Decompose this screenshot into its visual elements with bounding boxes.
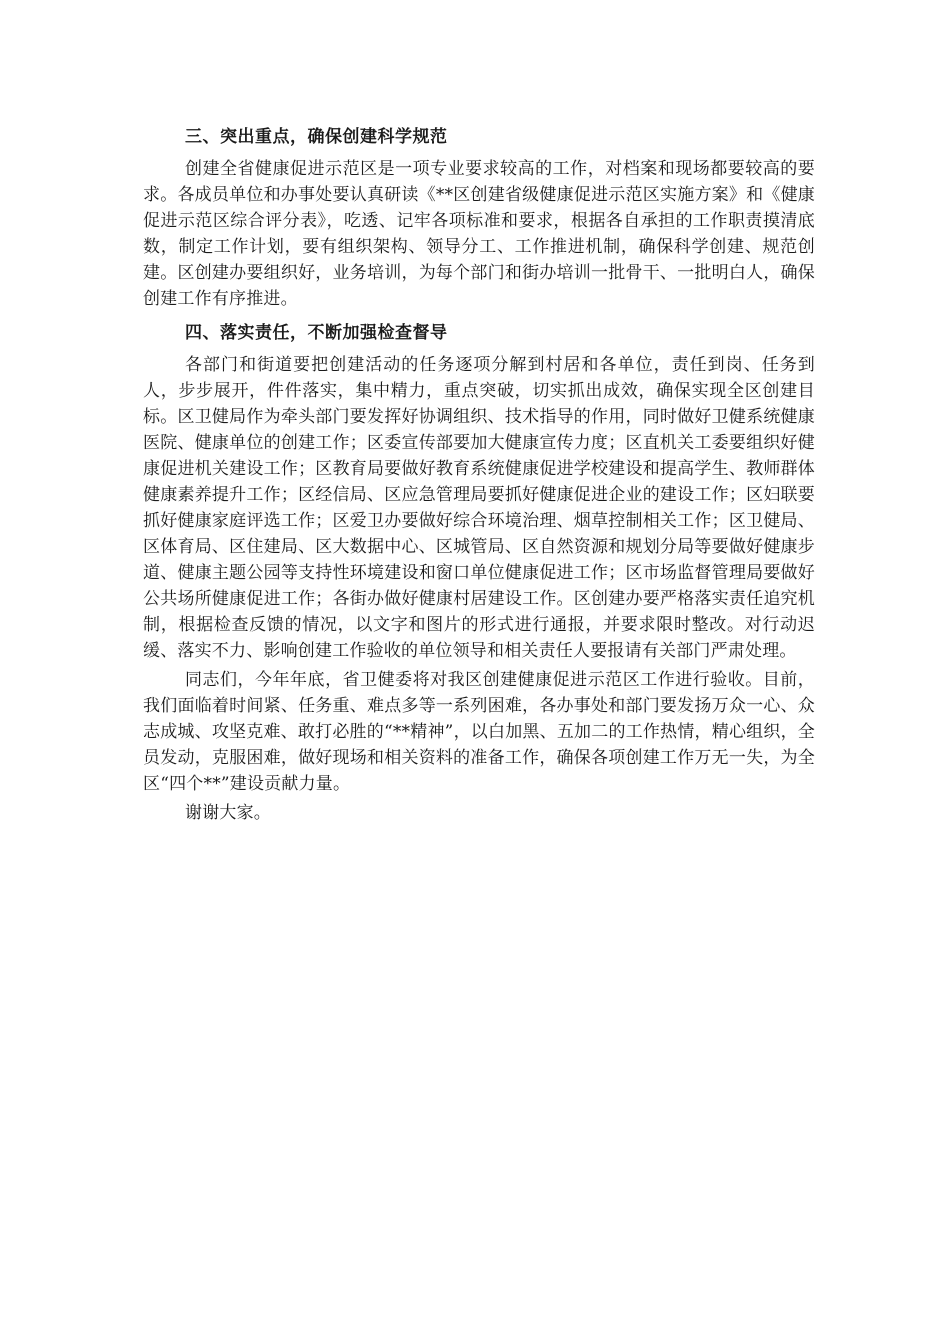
thanks-line: 谢谢大家。 bbox=[185, 803, 271, 823]
section-4-heading: 四、落实责任，不断加强检查督导 bbox=[185, 323, 448, 343]
section-4-paragraph: 各部门和街道要把创建活动的任务逐项分解到村居和各单位，责任到岗、任务到人，步步展开，件件落实，集中精力，重点突破，切实抓出成效，确保实现全区创建目标。区卫健局作为牵头部门要发挥好协调组织、技术指导的作用，同时做好卫健系统健康医院、健康单位的创建工作；区委宣传部要加大健康宣传力度；区直机关工委要组织好健康促进机关建设工作；区教育局要做好教育系统健康促进学校建设和提高学生、教师群体健康素养提升工作；区经信局、区应急管理局要抓好健康促进企业的建设工作；区妇联要抓好健康家庭评选工作；区爱卫办要做好综合环境治理、烟草控制相关工作；区卫健局、区体育局、区住建局、区大数据中心、区城管局、区自然资源和规划分局等要做好健康步道、健康主题公园等支持性环境建设和窗口单位健康促进工作；区市场监督管理局要做好公共场所健康促进工作；各街办做好健康村居建设工作。区创建办要严格落实责任追究机制，根据检查反馈的情况，以文字和图片的形式进行通报，并要求限时整改。对行动迟缓、落实不力、影响创建工作验收的单位领导和相关责任人要报请有关部门严肃处理。 bbox=[143, 355, 815, 661]
section-3-paragraph: 创建全省健康促进示范区是一项专业要求较高的工作，对档案和现场都要较高的要求。各成员单位和办事处要认真研读《**区创建省级健康促进示范区实施方案》和《健康促进示范区综合评分表》，吃透、记牢各项标准和要求，根据各自承担的工作职责摸清底数，制定工作计划，要有组织架构、领导分工、工作推进机制，确保科学创建、规范创建。区创建办要组织好，业务培训，为每个部门和街办培训一批骨干、一批明白人，确保创建工作有序推进。 bbox=[143, 159, 815, 309]
document-page bbox=[143, 120, 815, 829]
section-3-heading: 三、突出重点，确保创建科学规范 bbox=[185, 127, 448, 147]
closing-paragraph: 同志们，今年年底，省卫健委将对我区创建健康促进示范区工作进行验收。目前，我们面临着时间紧、任务重、难点多等一系列困难，各办事处和部门要发扬万众一心、众志成城、攻坚克难、敢打必胜的“**精神”，以白加黑、五加二的工作热情，精心组织，全员发动，克服困难，做好现场和相关资料的准备工作，确保各项创建工作万无一失，为全区“四个**”建设贡献力量。 bbox=[143, 670, 815, 794]
